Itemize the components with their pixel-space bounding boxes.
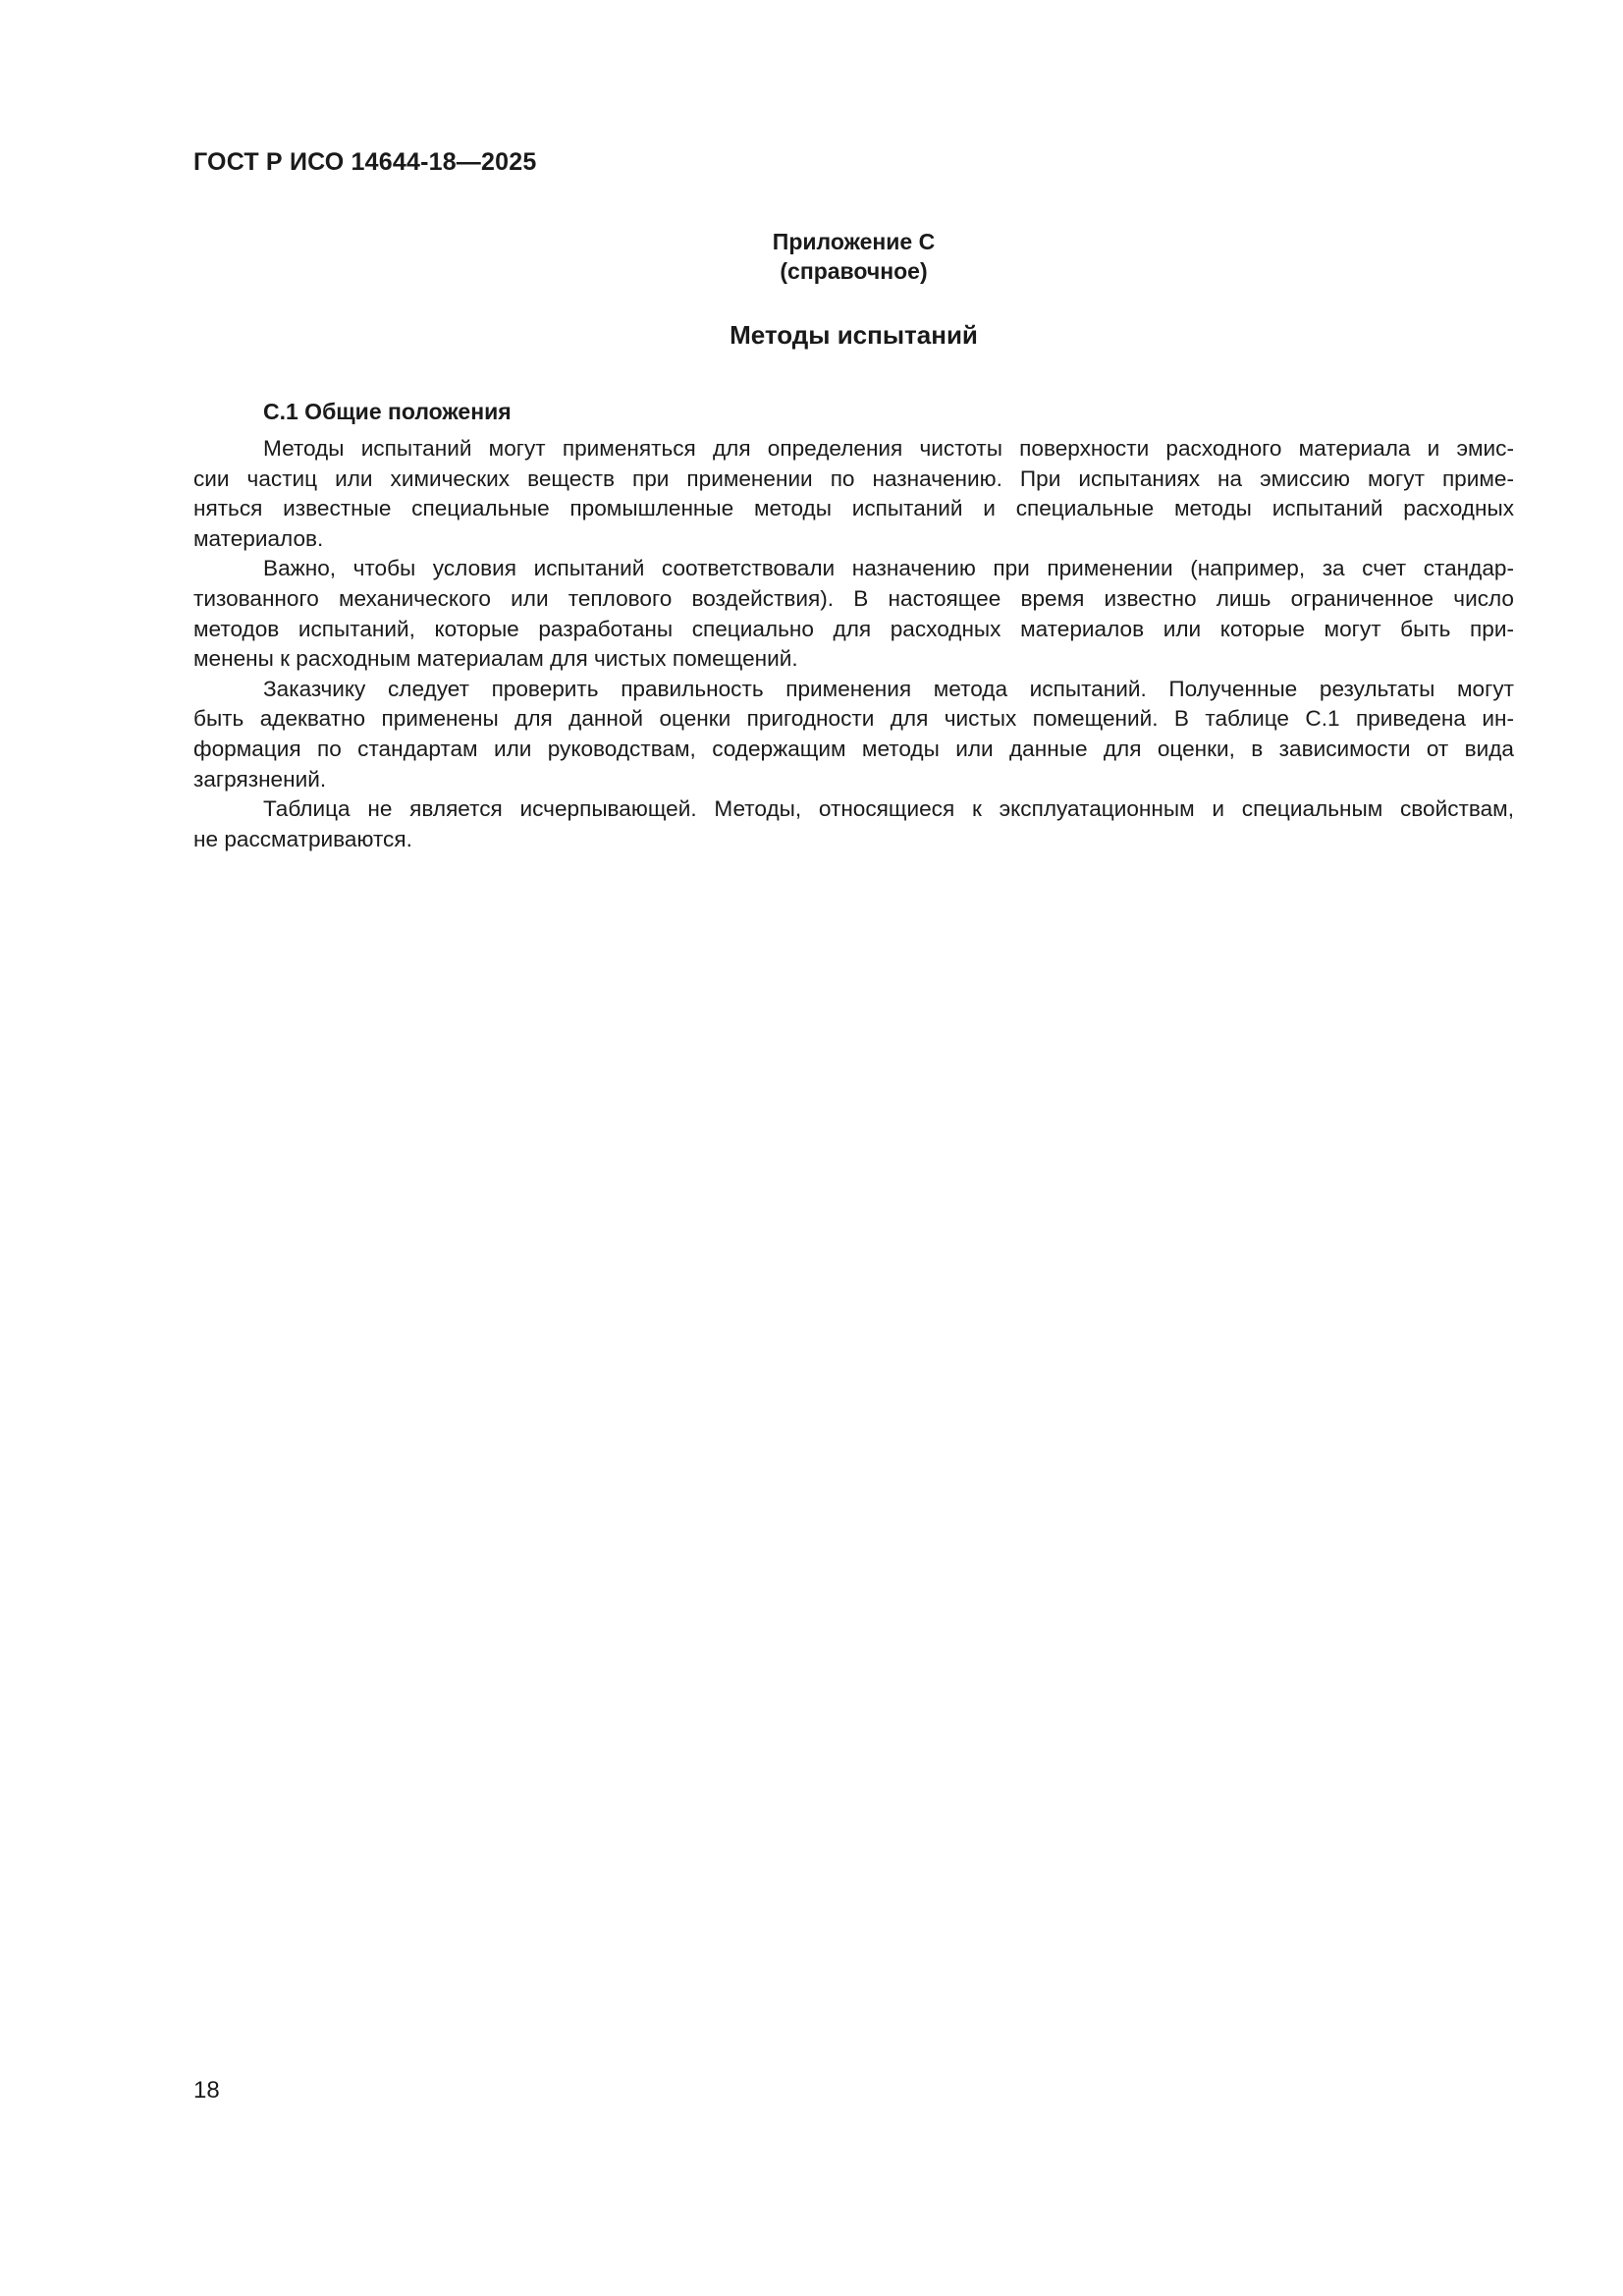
paragraph-line: Таблица не является исчерпывающей. Методы, относящиеся к эксплуатационным и специальным свойствам, (263, 796, 1514, 822)
paragraph (193, 434, 1514, 554)
paragraph-line: формация по стандартам или руководствам, содержащим методы или данные для оценки, в зависимости от вида (193, 736, 1514, 761)
annex-status: (справочное) (780, 258, 928, 284)
paragraph-line: не рассматриваются. (193, 826, 412, 851)
paragraph-line: тизованного механического или теплового воздействия). В настоящее время известно лишь ограниченное число (193, 585, 1514, 611)
paragraph (193, 794, 1514, 854)
paragraph-line: сии частиц или химических веществ при применении по назначению. При испытаниях на эмиссию могут приме- (193, 465, 1514, 491)
paragraph-line: Заказчику следует проверить правильность применения метода испытаний. Полученные результаты могут (263, 676, 1514, 701)
paragraph-line: загрязнений. (193, 766, 327, 792)
document-code: ГОСТ Р ИСО 14644-18—2025 (193, 148, 537, 176)
paragraph (193, 675, 1514, 794)
section-heading: С.1 Общие положения (263, 399, 512, 424)
paragraph-line: быть адекватно применены для данной оценки пригодности для чистых помещений. В таблице С.1 приведена ин- (193, 706, 1514, 732)
paragraph-line: менены к расходным материалам для чистых помещений. (193, 646, 798, 672)
page-number: 18 (193, 2077, 220, 2104)
annex-name: Методы испытаний (730, 320, 978, 350)
paragraph (193, 554, 1514, 674)
paragraph-line: Важно, чтобы условия испытаний соответствовали назначению при применении (например, за счет стандар- (263, 556, 1514, 581)
annex-title: Приложение С (772, 229, 936, 254)
paragraph-line: методов испытаний, которые разработаны специально для расходных материалов или которые могут быть при- (193, 616, 1514, 641)
section-body (193, 434, 1514, 854)
paragraph-line: няться известные специальные промышленные методы испытаний и специальные методы испытаний расходных (193, 496, 1514, 521)
paragraph-line: материалов. (193, 525, 324, 551)
paragraph-line: Методы испытаний могут применяться для определения чистоты поверхности расходного материала и эмис- (263, 436, 1514, 461)
